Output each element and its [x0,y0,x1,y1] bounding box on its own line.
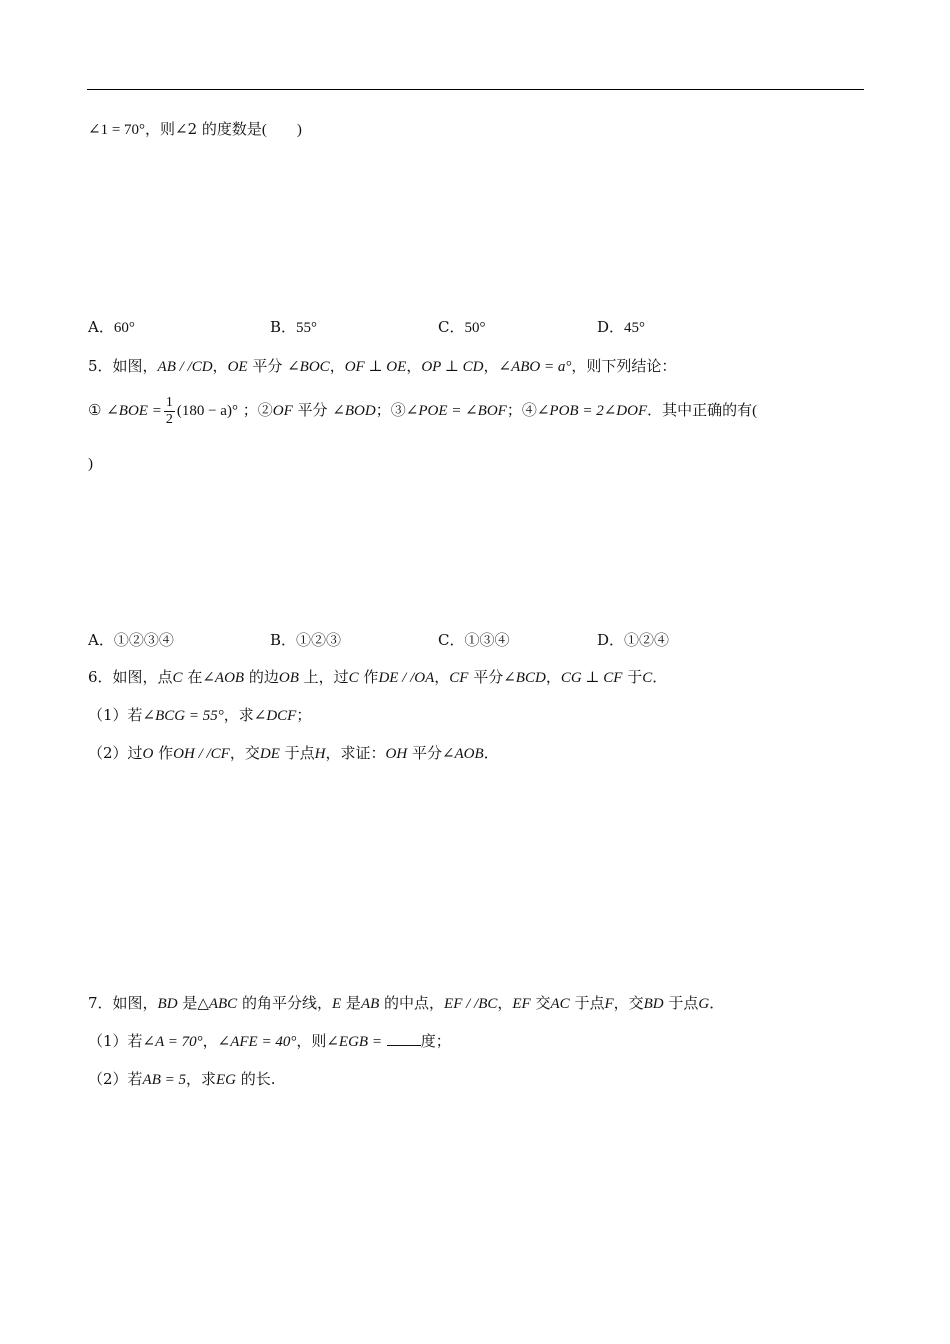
math: AB / /CD [157,359,213,375]
math: EG [216,1072,237,1088]
math: EF / /BC [444,996,498,1012]
header-rule [87,89,864,90]
math: BD [157,996,178,1012]
q7-number: 7．如图， [88,994,158,1012]
math: ABC [208,996,238,1012]
text: ，求证： [325,744,386,762]
math: OH [385,746,408,762]
q7-part-1 [88,1030,451,1053]
math: AB [360,996,380,1012]
q4-answer-paren: ( ) [261,122,302,138]
math: ∠AFE = 40° [217,1034,297,1050]
statement-3-mark: ③ [390,401,406,419]
math: ∠EGB = [326,1034,382,1050]
option-value: ①③④ [464,631,510,649]
q5-option-a[interactable] [88,629,174,651]
text: 交 [530,994,551,1012]
q5-option-d[interactable] [597,629,669,651]
math: F [604,996,614,1012]
q4-stem [88,118,302,141]
text: ， [329,357,345,375]
option-value: ①②④ [624,631,670,649]
text: ，则下列结论： [571,357,677,375]
math: BD [643,996,664,1012]
text: ； [296,706,312,724]
text: ，求 [186,1070,217,1088]
option-value: 50° [464,320,486,336]
text: 作 [153,744,174,762]
q5-stem [88,355,676,378]
math: AC [550,996,570,1012]
text: 是 [341,994,361,1012]
text: 在 [182,668,203,686]
statement-1-lhs: ∠BOE = [106,403,162,419]
statement-1-mark: ① [88,401,102,419]
text: 于点 [663,994,699,1012]
answer-paren-close: ) [88,456,93,472]
text: ． [652,668,668,686]
q6-part-1 [88,704,311,727]
text: 的边 [244,668,279,686]
math: DE / /OA [378,670,435,686]
text: ． [709,994,725,1012]
math: C [642,670,653,686]
math: OE [227,359,248,375]
fraction-numerator: 1 [165,394,173,410]
text: 于 [622,668,643,686]
statement-1-rhs: (180 − a)° [176,403,238,419]
q4-option-c[interactable] [438,316,485,339]
math: OF ⊥ OE [344,359,407,375]
text: 上，过 [298,668,349,686]
text: ， [406,357,422,375]
text: ， [212,357,228,375]
math: G [698,996,710,1012]
separator: ； [242,401,258,419]
fraction-denominator: 2 [165,411,173,427]
math: ∠BOC [287,359,330,375]
math: ∠BCD [503,670,546,686]
text: ．其中正确的有 [647,401,753,419]
text: ，则 [296,1032,327,1050]
text: 平分 [407,744,442,762]
math: ∠ABO = a° [498,359,572,375]
q4-option-b[interactable] [270,316,317,339]
math: OB [278,670,299,686]
text: 度； [420,1032,451,1050]
q6-stem [88,666,667,689]
math: OH / /CF [173,746,230,762]
q7-stem [88,992,724,1015]
math: E [331,996,342,1012]
text: 的角平分线， [237,994,332,1012]
q5-statements [88,392,757,429]
q5-paren-close-line [88,452,93,475]
option-label: A． [88,631,114,649]
math: C [172,670,183,686]
text: 作 [358,668,379,686]
text: ，交 [229,744,260,762]
option-label: A． [88,318,114,336]
statement-4-mark: ④ [521,401,537,419]
option-label: B． [270,631,297,649]
text: ， [202,1032,218,1050]
math: O [142,746,154,762]
text: 于点 [569,994,605,1012]
q4-option-d[interactable] [597,316,645,339]
math: ∠DCF [253,708,297,724]
q5-number: 5．如图， [88,357,158,375]
text: ． [483,744,499,762]
option-value: 45° [624,320,646,336]
text: ，求 [223,706,254,724]
math: OP ⊥ CD [421,359,484,375]
option-label: C． [438,318,465,336]
option-value: ①②③ [296,631,342,649]
math: C [348,670,359,686]
text: 平分 [468,668,504,686]
math: CG ⊥ CF [560,670,623,686]
statement-3: ∠POE = ∠BOF [405,403,507,419]
option-value: 60° [113,320,135,336]
option-label: C． [438,631,465,649]
text: ， [545,668,561,686]
text: 平分 [247,357,288,375]
math: OF [272,403,293,419]
math: ∠A = 70° [142,1034,203,1050]
math: H [314,746,326,762]
separator: ； [506,401,522,419]
q5-option-c[interactable] [438,629,510,651]
text: ， [434,668,450,686]
option-label: B． [270,318,297,336]
text: ， [497,994,513,1012]
math: CF [449,670,469,686]
answer-blank[interactable] [387,1031,421,1046]
math: ∠AOB [202,670,245,686]
math: AB = 5 [142,1072,186,1088]
text: 于点 [279,744,315,762]
option-value: ①②③④ [113,631,174,649]
q6-number: 6．如图，点 [88,668,173,686]
fraction-one-half [164,395,175,428]
q4-stem-text: ，则∠2 的度数是 [145,120,262,138]
math: EF [512,996,531,1012]
statement-4: ∠POB = 2∠DOF [536,403,648,419]
q4-stem-math: ∠1 = 70° [88,122,146,138]
q7-part-2 [88,1068,276,1091]
statement-2-mark: ② [257,401,273,419]
q4-option-a[interactable] [88,316,135,339]
math: DE [259,746,280,762]
part-label: （1）若 [88,1032,143,1050]
part-label: （1）若 [88,706,143,724]
part-label: （2）过 [88,744,143,762]
text: 平分 [292,401,333,419]
math: ∠BCG = 55° [142,708,224,724]
text: 的中点， [379,994,445,1012]
answer-paren-open: ( [752,403,758,419]
math: ∠AOB [441,746,484,762]
part-label: （2）若 [88,1070,143,1088]
q6-part-2 [88,742,499,765]
separator: ； [375,401,391,419]
q5-option-b[interactable] [270,629,341,651]
option-label: D． [597,318,625,336]
text: ，交 [613,994,644,1012]
text: 的长. [236,1070,276,1088]
option-label: D． [597,631,625,649]
text: ， [483,357,499,375]
math: ∠BOD [332,403,376,419]
text: 是△ [177,994,209,1012]
option-value: 55° [296,320,318,336]
